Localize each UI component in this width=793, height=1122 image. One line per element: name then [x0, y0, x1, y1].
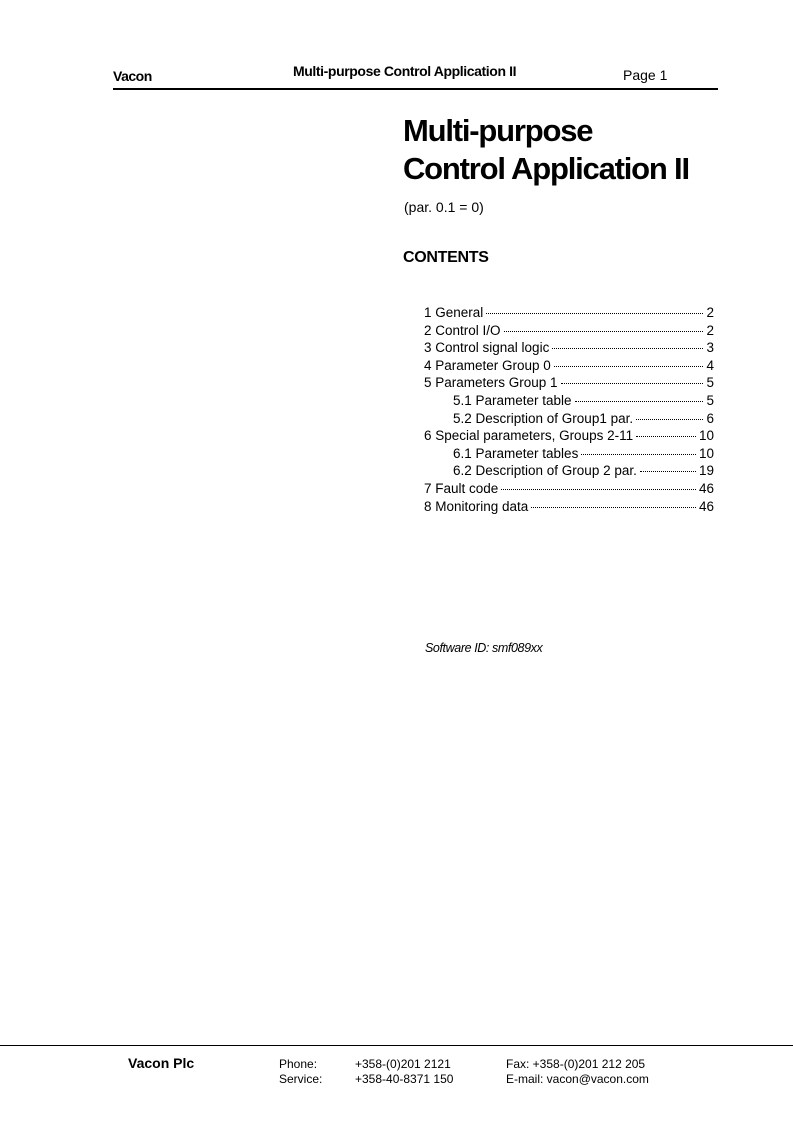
- toc-subitem: [424, 462, 714, 480]
- toc-item-page: 4: [706, 357, 714, 373]
- toc-leader: [552, 347, 703, 349]
- toc-item-label: 5.2 Description of Group1 par.: [453, 410, 634, 426]
- toc-leader: [501, 488, 696, 490]
- contents-heading: CONTENTS: [403, 249, 489, 266]
- toc-item: [424, 498, 714, 516]
- toc-item-label: 8 Monitoring data: [424, 498, 529, 514]
- toc-item-label: 1 General: [424, 305, 484, 320]
- toc-item: [424, 374, 714, 392]
- toc-leader: [504, 330, 704, 332]
- toc-item-label: 6 Special parameters, Groups 2-11: [424, 428, 634, 444]
- toc-item-page: 5: [706, 392, 714, 408]
- toc-item: [424, 427, 714, 445]
- toc-leader: [636, 418, 703, 420]
- toc-item-label: 3 Control signal logic: [424, 340, 550, 356]
- toc-item: [424, 357, 714, 375]
- footer-company: Vacon Plc: [128, 1055, 195, 1071]
- toc-item-page: 2: [706, 305, 714, 320]
- toc-subitem: [424, 410, 714, 428]
- footer-phone-value: +358-(0)201 2121: [355, 1057, 451, 1071]
- toc-item-label: 5.1 Parameter table: [453, 392, 572, 408]
- document-title: [403, 112, 689, 188]
- toc-leader: [636, 435, 696, 437]
- toc-item: [424, 339, 714, 357]
- title-line-1: Multi-purpose: [403, 113, 593, 148]
- toc-item: [424, 322, 714, 340]
- toc-leader: [575, 400, 704, 402]
- toc-leader: [640, 470, 696, 472]
- toc-item-label: 4 Parameter Group 0: [424, 357, 551, 373]
- toc-item: [424, 480, 714, 498]
- footer-service-label: Service:: [279, 1072, 323, 1086]
- toc-leader: [581, 453, 696, 455]
- toc-item-label: 2 Control I/O: [424, 322, 501, 338]
- toc-item-page: 5: [706, 375, 714, 391]
- toc-item-page: 46: [698, 498, 714, 514]
- footer-email: E-mail: vacon@vacon.com: [506, 1072, 649, 1086]
- toc-item-label: 6.2 Description of Group 2 par.: [453, 463, 637, 479]
- toc-item-label: 7 Fault code: [424, 480, 499, 496]
- toc-leader: [561, 382, 704, 384]
- toc-item-page: 19: [698, 463, 714, 479]
- table-of-contents: [424, 304, 714, 515]
- toc-leader: [554, 365, 704, 367]
- software-id: Software ID: smf089xx: [425, 641, 543, 655]
- document-subtitle: (par. 0.1 = 0): [404, 199, 484, 215]
- toc-item-page: 3: [706, 340, 714, 356]
- toc-item-page: 6: [706, 410, 714, 426]
- toc-item-page: 10: [698, 445, 714, 461]
- header-company: Vacon: [113, 68, 152, 84]
- toc-item-label: 5 Parameters Group 1: [424, 375, 558, 391]
- toc-item: [424, 304, 714, 322]
- toc-subitem: [424, 392, 714, 410]
- page-header: [113, 60, 718, 90]
- toc-item-page: 2: [706, 322, 714, 338]
- footer-service-value: +358-40-8371 150: [355, 1072, 454, 1086]
- toc-item-label: 6.1 Parameter tables: [453, 445, 579, 461]
- toc-subitem: [424, 445, 714, 463]
- toc-item-page: 10: [698, 428, 714, 444]
- footer-fax: Fax: +358-(0)201 212 205: [506, 1057, 646, 1071]
- toc-leader: [486, 312, 703, 314]
- footer-phone-label: Phone:: [279, 1057, 318, 1071]
- header-page-number: Page 1: [623, 67, 668, 83]
- toc-item-page: 46: [698, 480, 714, 496]
- toc-leader: [531, 506, 696, 508]
- title-line-2: Control Application II: [403, 151, 689, 186]
- header-document-title: Multi-purpose Control Application II: [293, 63, 517, 79]
- footer-divider: [0, 1045, 793, 1046]
